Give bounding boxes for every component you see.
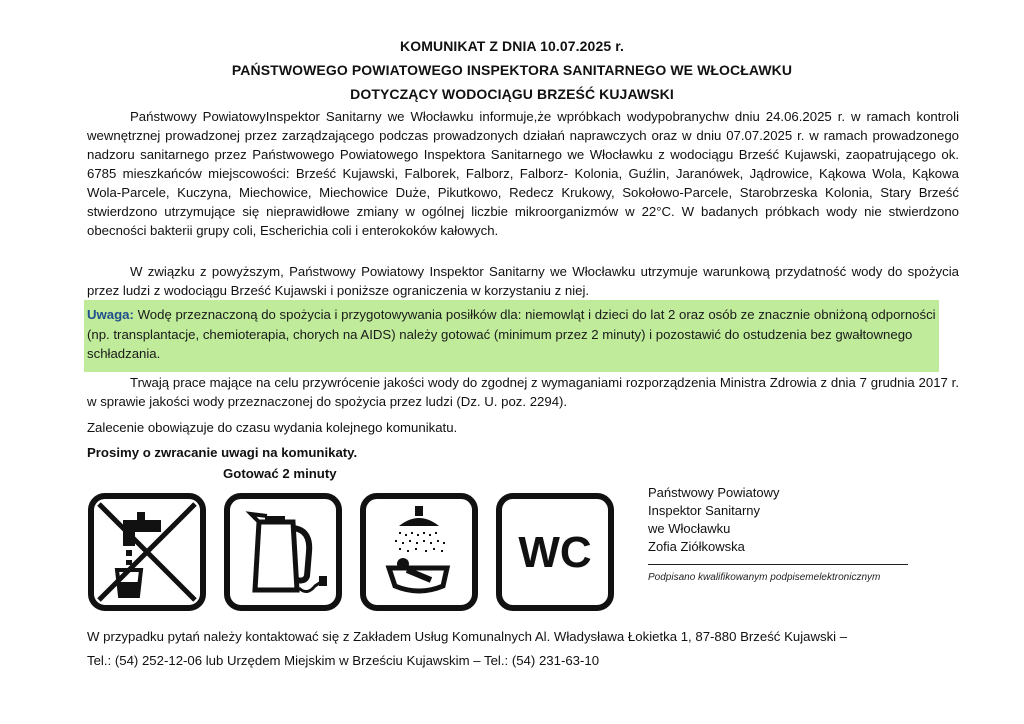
paragraph-ongoing-work: Trwają prace mające na celu przywrócenie jakości wody do zgodnej z wymaganiami rozporządzenia Ministra Zdrowia z dnia 7 grudnia 2017 r. w sprawie jakości wody przeznaczonej do spożycia przez ludzi (Dz. U. poz. 2294). <box>87 375 959 409</box>
header-subject-title: DOTYCZĄCY WODOCIĄGU BRZEŚĆ KUJAWSKI <box>350 86 674 102</box>
signature-line-2: Inspektor Sanitarny <box>648 503 761 518</box>
alert-message: Wodę przeznaczoną do spożycia i przygotowywania posiłków dla: niemowląt i dzieci do lat 2 oraz osób ze znacznie obniżoną odporności (np. transplantacje, chemioterapia, chorych na AIDS) należy gotować (minimum przez 2 minuty) i pozostawić do ostudzenia bez gwałtownego schładzania. <box>87 307 936 361</box>
signature-note: Podpisano kwalifikowanym podpisemelektronicznym <box>648 572 881 583</box>
signature-line-1: Państwowy Powiatowy <box>648 485 780 500</box>
pictogram-row <box>87 492 627 614</box>
kettle-icon <box>223 492 343 612</box>
paragraph-validity: Zalecenie obowiązuje do czasu wydania kolejnego komunikatu. <box>87 420 458 435</box>
header-authority-title: PAŃSTWOWEGO POWIATOWEGO INSPEKTORA SANITARNEGO WE WŁOCŁAWKU <box>231 62 793 78</box>
footer-line-1: W przypadku pytań należy kontaktować się z Zakładem Usług Komunalnych Al. Władysława Łokietka 1, 87-880 Brześć Kujawski – <box>87 629 848 644</box>
wc-icon <box>495 492 615 612</box>
header-date-title: KOMUNIKAT Z DNIA 10.07.2025 r. <box>400 38 624 54</box>
boil-caption: Gotować 2 minuty <box>223 466 337 481</box>
alert-notice <box>87 305 949 364</box>
wc-label: WC <box>518 528 592 577</box>
alert-label: Uwaga: <box>87 307 134 322</box>
signature-block <box>648 484 918 556</box>
no-tap-drinking-icon <box>87 492 207 612</box>
paragraph-conclusion: W związku z powyższym, Państwowy Powiatowy Inspektor Sanitarny we Włocławku utrzymuje warunkową przydatność wody do spożycia przez ludzi z wodociągu Brześć Kujawski i poniższe ograniczenia w korzystaniu z niej. <box>87 264 959 298</box>
paragraph-attention: Prosimy o zwracanie uwagi na komunikaty. <box>87 445 358 460</box>
footer-line-2: Tel.: (54) 252-12-06 lub Urzędem Miejskim w Brześciu Kujawskim – Tel.: (54) 231-63-10 <box>87 653 600 668</box>
signature-line-3: we Włocławku <box>648 521 731 536</box>
signature-name: Zofia Ziółkowska <box>648 539 745 554</box>
contact-footer <box>87 625 967 673</box>
shower-bath-icon <box>359 492 479 612</box>
signature-rule <box>648 564 908 565</box>
paragraph-findings: Państwowy PowiatowyInspektor Sanitarny we Włocławku informuje,że wpróbkach wodypobranychw dniu 24.06.2025 r. w ramach kontroli wewnętrznej prowadzonej przez zarządzającego podczas prowadzonych działań naprawczych oraz w dniu 07.07.2025 r. w ramach prowadzonego nadzoru sanitarnego przez Państwowego Powiatowego Inspektora Sanitarnego we Włocławku z wodociągu Brześć Kujawski, zaopatrującego ok. 6785 mieszkańców miejscowości: Brześć Kujawski, Falborek, Falborz, Falborz- Kolonia, Guźlin, Jaranówek, Jądrowice, Kąkowa Wola, Kąkowa Wola-Parcele, Kuczyna, Miechowice, Miechowice Duże, Pikutkowo, Redecz Krukowy, Sokołowo-Parcele, Starobrzeska Kolonia, Stary Brześć stwierdzono utrzymujące się nieprawidłowe zmiany w ogólnej liczbie mikroorganizmów w 22°C. W badanych próbkach wody nie stwierdzono obecności bakterii grupy coli, Escherichia coli i enterokoków kałowych. <box>87 109 959 238</box>
